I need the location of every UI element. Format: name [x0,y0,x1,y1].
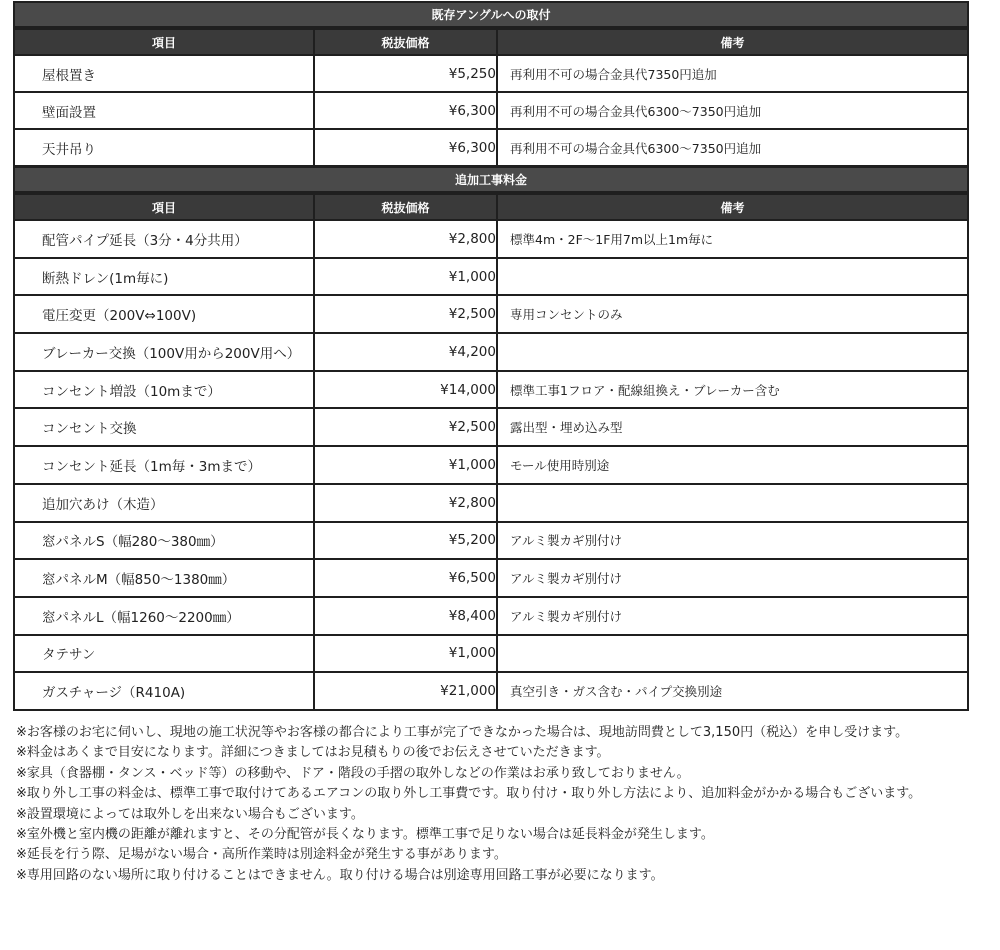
row-note: アルミ製カギ別付け [498,523,967,559]
row-price: ¥8,400 [315,598,496,634]
note-line: ※設置環境によっては取外しを出来ない場合もございます。 [16,806,364,822]
row-price: ¥2,500 [315,296,496,332]
table-row [13,296,969,334]
row-price: ¥1,000 [315,259,496,295]
table-row [13,372,969,410]
header-price: 税抜価格 [315,30,496,54]
row-price: ¥2,800 [315,485,496,521]
row-item: ガスチャージ（R410A) [15,673,313,709]
row-note: 真空引き・ガス含む・パイプ交換別途 [498,673,967,709]
note-line: ※取り外し工事の料金は、標準工事で取付けてあるエアコンの取り外し工事費です。取り付け・取り外し方法により、追加料金がかかる場合もございます。 [16,786,922,802]
table-row [13,598,969,636]
row-price: ¥14,000 [315,372,496,408]
note-line: ※室外機と室内機の距離が離れますと、その分配管が長くなります。標準工事で足りない場合は延長料金が発生します。 [16,827,714,843]
row-note [498,636,967,672]
row-item: 窓パネルM（幅850〜1380㎜） [15,560,313,596]
table-row [13,485,969,523]
note-line: ※お客様のお宅に伺いし、現地の施工状況等やお客様の都合により工事が完了できなかった場合は、現地訪問費として3,150円（税込）を申し受けます。 [16,725,909,740]
row-note: アルミ製カギ別付け [498,560,967,596]
table-row [13,221,969,259]
note-line: ※家具（食器棚・タンス・ベッド等）の移動や、ドア・階段の手摺の取外しなどの作業はお承り致しておりません。 [16,765,690,781]
row-item: コンセント延長（1m毎・3mまで） [15,447,313,483]
row-item: 屋根置き [15,56,313,91]
row-item: タテサン [15,636,313,672]
price-table-existing-angle [13,1,969,167]
row-note: 再利用不可の場合金具代6300〜7350円追加 [498,130,967,165]
row-item: 窓パネルS（幅280〜380㎜） [15,523,313,559]
row-price: ¥2,500 [315,409,496,445]
header-note: 備考 [498,30,967,54]
row-item: 追加穴あけ（木造） [15,485,313,521]
note-line: ※延長を行う際、足場がない場合・高所作業時は別途料金が発生する事があります。 [16,847,507,863]
row-item: 壁面設置 [15,93,313,128]
table-row [13,409,969,447]
row-note [498,259,967,295]
row-price: ¥5,250 [315,56,496,91]
row-item: 窓パネルL（幅1260〜2200㎜） [15,598,313,634]
row-note [498,334,967,370]
row-price: ¥1,000 [315,447,496,483]
row-price: ¥6,500 [315,560,496,596]
row-item: 断熱ドレン(1m毎に) [15,259,313,295]
row-note [498,485,967,521]
table-row [13,334,969,372]
section-title: 追加工事料金 [13,166,969,193]
table-row [13,93,969,130]
row-note: 標準工事1フロア・配線組換え・ブレーカー含む [498,372,967,408]
table-header [13,28,969,56]
row-price: ¥6,300 [315,130,496,165]
row-note: 専用コンセントのみ [498,296,967,332]
row-item: ブレーカー交換（100V用から200V用へ） [15,334,313,370]
row-price: ¥21,000 [315,673,496,709]
table-row [13,130,969,167]
row-price: ¥5,200 [315,523,496,559]
row-price: ¥2,800 [315,221,496,257]
row-note: モール使用時別途 [498,447,967,483]
notes-section [16,723,971,886]
row-item: 配管パイプ延長（3分・4分共用） [15,221,313,257]
table-row [13,560,969,598]
section-title: 既存アングルへの取付 [13,1,969,28]
header-item: 項目 [15,30,313,54]
table-row [13,673,969,711]
table-row [13,636,969,674]
row-note: アルミ製カギ別付け [498,598,967,634]
row-item: コンセント交換 [15,409,313,445]
table-row [13,56,969,93]
row-price: ¥6,300 [315,93,496,128]
table-row [13,259,969,297]
header-item: 項目 [15,195,313,219]
note-line: ※料金はあくまで目安になります。詳細につきましてはお見積もりの後でお伝えさせていただきます。 [16,745,610,761]
row-note: 再利用不可の場合金具代6300〜7350円追加 [498,93,967,128]
row-price: ¥1,000 [315,636,496,672]
row-note: 再利用不可の場合金具代7350円追加 [498,56,967,91]
row-note: 露出型・埋め込み型 [498,409,967,445]
row-price: ¥4,200 [315,334,496,370]
price-table-additional-work [13,166,969,711]
table-row [13,447,969,485]
header-price: 税抜価格 [315,195,496,219]
table-header [13,193,969,221]
row-note: 標準4m・2F〜1F用7m以上1m毎に [498,221,967,257]
header-note: 備考 [498,195,967,219]
row-item: 天井吊り [15,130,313,165]
table-row [13,523,969,561]
row-item: コンセント増設（10mまで） [15,372,313,408]
note-line: ※専用回路のない場所に取り付けることはできません。取り付ける場合は別途専用回路工事が必要になります。 [16,867,664,883]
row-item: 電圧変更（200V⇔100V) [15,296,313,332]
